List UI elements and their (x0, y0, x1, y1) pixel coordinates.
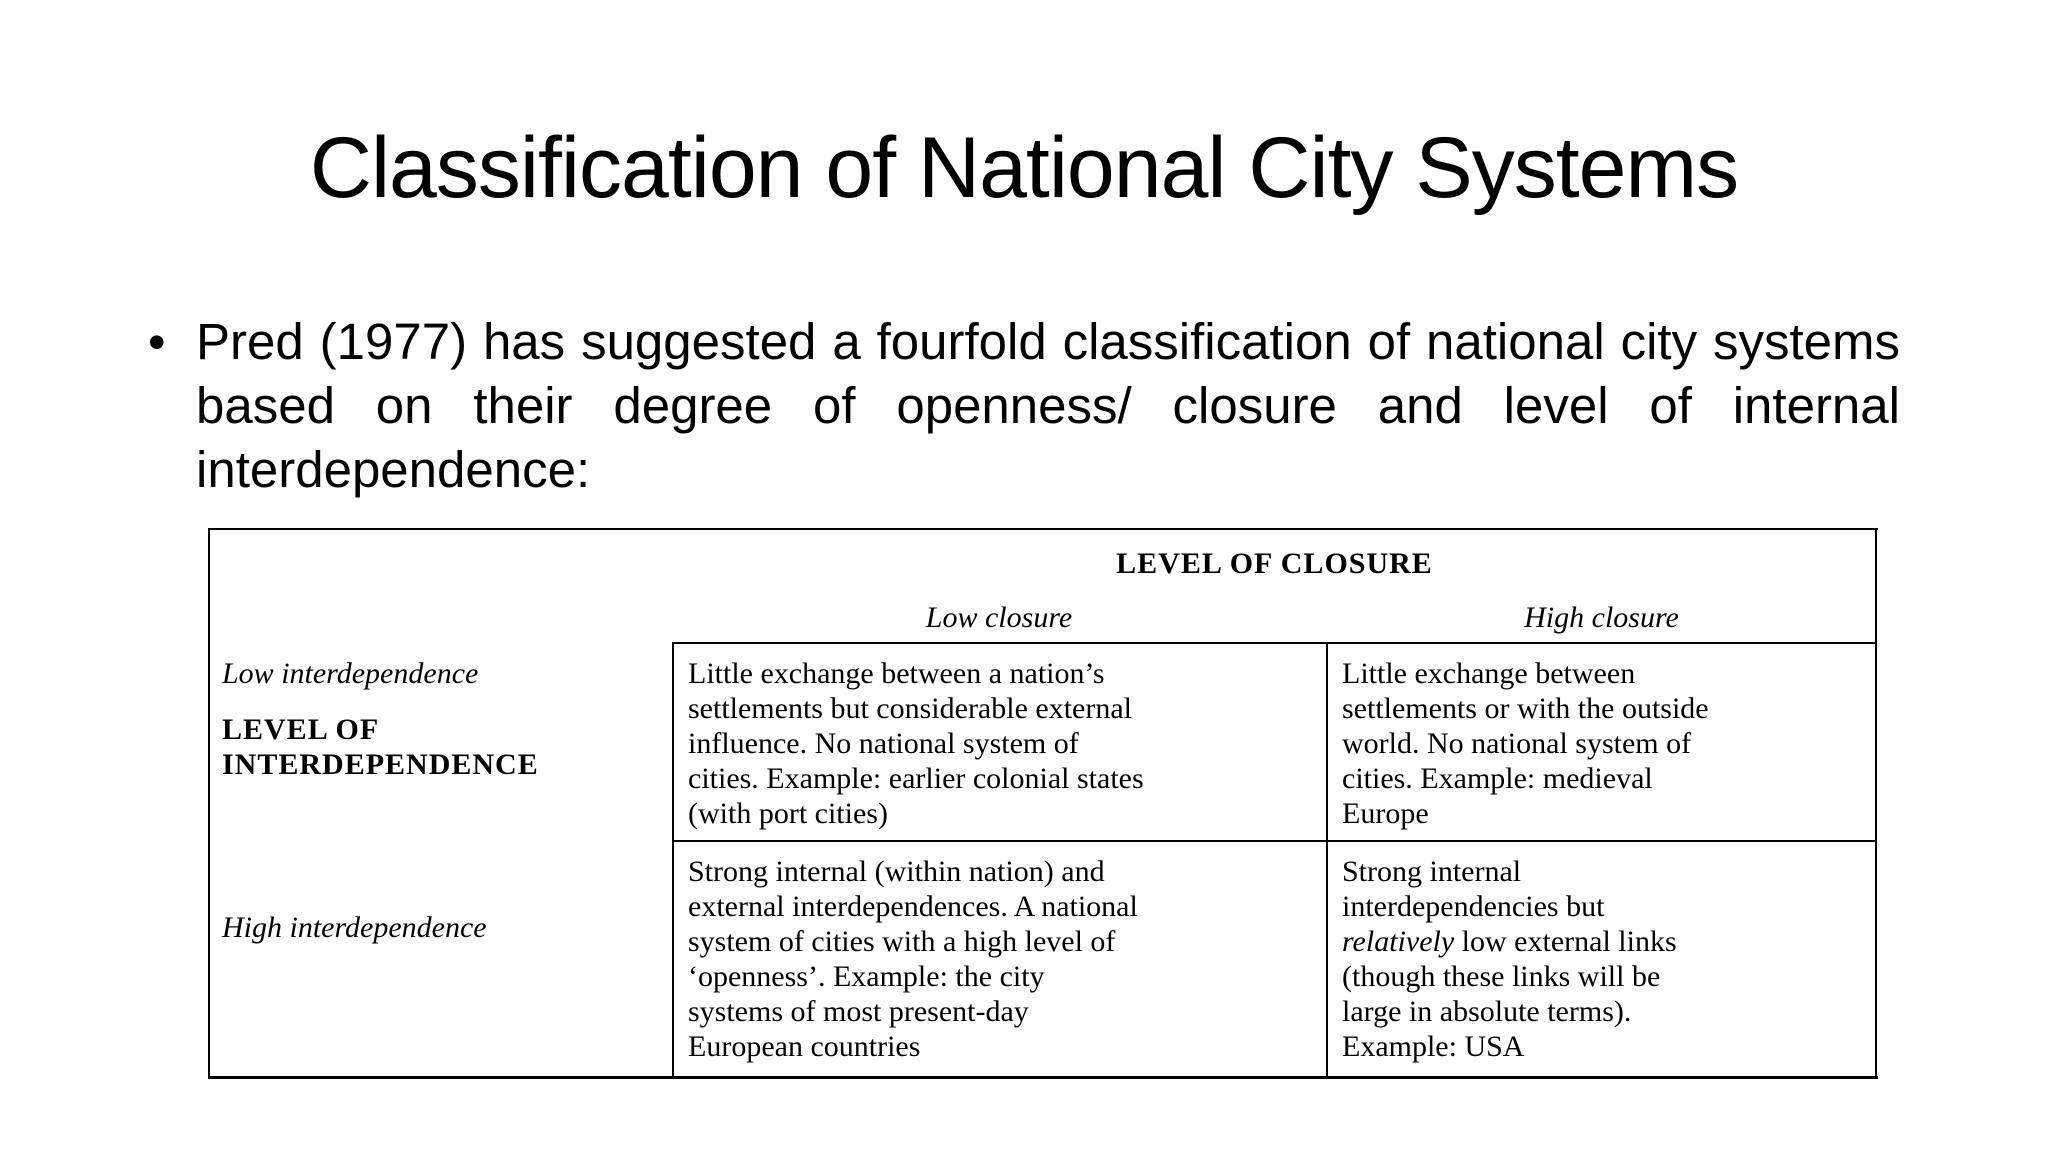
classification-table (208, 528, 1878, 1080)
row-group-header-line2: INTERDEPENDENCE (222, 748, 539, 781)
bullet-point (148, 310, 1900, 502)
row-group-header-line1: LEVEL OF (222, 713, 380, 746)
column-divider-left (672, 642, 674, 1079)
table-left-border (208, 528, 210, 1079)
column-divider-middle (1326, 642, 1328, 1079)
row-header-low-interdependence: Low interdependence (222, 657, 479, 690)
header-divider (672, 642, 1877, 644)
cell-low-interdependence-high-closure: Little exchange between settlements or with the outside world. No national system of cities. Example: medieval Europe (1342, 657, 1709, 830)
table-top-border (208, 528, 1878, 530)
column-header-high-closure: High closure (1524, 601, 1679, 634)
cell-low-interdependence-low-closure: Little exchange between a nation’s settlements but considerable external influence. No national system of cities. Example: earlier colonial states (with port cities) (688, 657, 1144, 830)
column-header-low-closure: Low closure (925, 601, 1073, 634)
bullet-text: Pred (1977) has suggested a fourfold classification of national city systems based on their degree of openness/ closure and level of internal interdependence: (196, 313, 1900, 498)
slide-title: Classification of National City Systems (309, 120, 1739, 216)
bullet-icon: • (148, 314, 166, 370)
table-bottom-border (208, 1076, 1878, 1079)
column-group-header: LEVEL OF CLOSURE (1116, 547, 1433, 580)
cell-high-interdependence-high-closure: Strong internal interdependencies but relatively low external links (though these links will be large in absolute terms). Example: USA (1342, 855, 1677, 1063)
cell-high-interdependence-low-closure: Strong internal (within nation) and external interdependences. A national system of cities with a high level of ‘openness’. Example: the city systems of most present-day European countries (688, 855, 1138, 1063)
row-divider (672, 840, 1877, 842)
row-header-high-interdependence: High interdependence (222, 911, 487, 944)
